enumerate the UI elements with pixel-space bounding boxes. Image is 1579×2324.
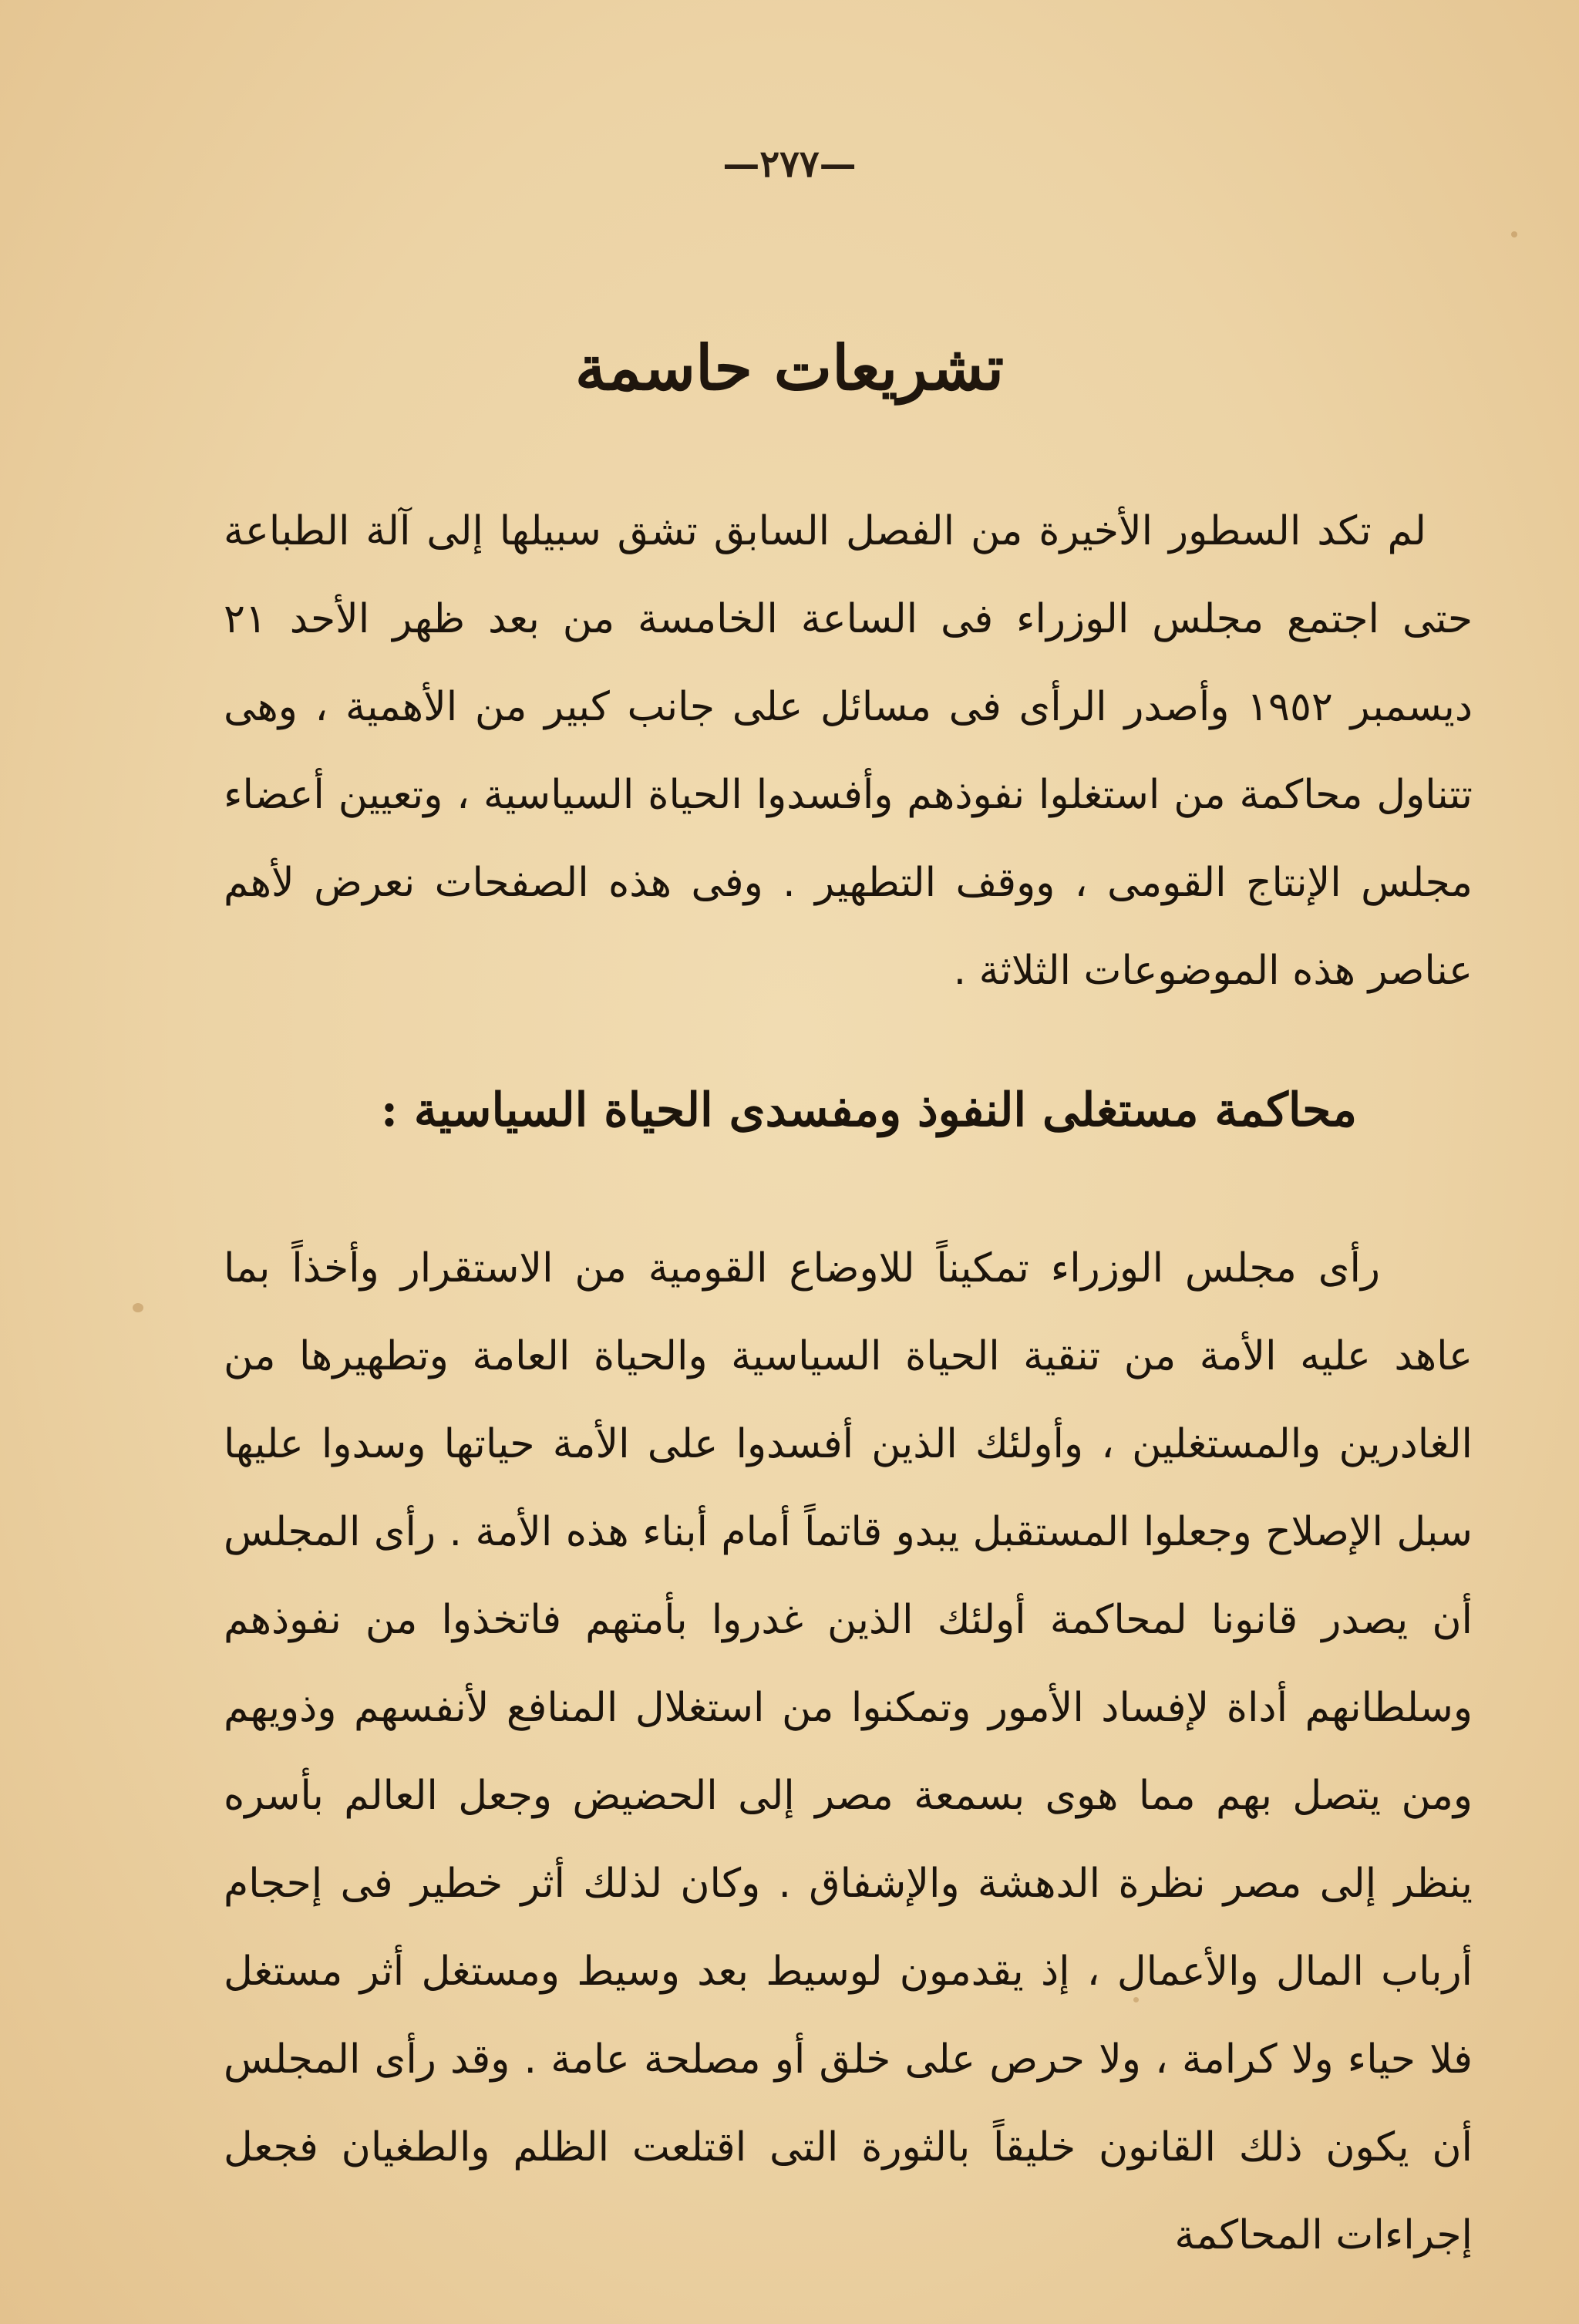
paper-spot: [133, 1303, 143, 1312]
page-number: —٢٧٧—: [722, 143, 857, 186]
section-heading: محاكمة مستغلى النفوذ ومفسدى الحياة السياسية :: [380, 1083, 1357, 1137]
section-paragraph: رأى مجلس الوزراء تمكيناً للاوضاع القومية من الاستقرار وأخذاً بما عاهد عليه الأمة من تنقية الحياة السياسية والحياة العامة وتطهيرها من الغادرين والمستغلين ، وأولئك الذين أفسدوا على الأمة حياتها وسدوا عليها سبل الإصلاح وجعلوا المستقبل يبدو قاتماً أمام أبناء هذه الأمة . رأى المجلس أن يصدر قانونا لمحاكمة أولئك الذين غدروا بأمتهم فاتخذوا من نفوذهم وسلطانهم أداة لإفساد الأمور وتمكنوا من استغلال المنافع لأنفسهم وذويهم ومن يتصل بهم مما هوى بسمعة مصر إلى الحضيض وجعل العالم بأسره ينظر إلى مصر نظرة الدهشة والإشفاق . وكان لذلك أثر خطير فى إحجام أرباب المال والأعمال ، إذ يقدمون لوسيط بعد وسيط ومستغل أثر مستغل فلا حياء ولا كرامة ، ولا حرص على خلق أو مصلحة عامة . وقد رأى المجلس أن يكون ذلك القانون خليقاً بالثورة التى اقتلعت الظلم والطغيان فجعل إجراءات المحاكمة: [224, 1245, 1473, 2258]
paper-spot: [1511, 231, 1517, 237]
intro-paragraph: لم تكد السطور الأخيرة من الفصل السابق تشق سبيلها إلى آلة الطباعة حتى اجتمع مجلس الوزراء فى الساعة الخامسة من بعد ظهر الأحد ٢١ ديسمبر ١٩٥٢ وأصدر الرأى فى مسائل على جانب كبير من الأهمية ، وهى تتناول محاكمة من استغلوا نفوذهم وأفسدوا الحياة السياسية ، وتعيين أعضاء مجلس الإنتاج القومى ، ووقف التطهير . وفى هذه الصفحات نعرض لأهم عناصر هذه الموضوعات الثلاثة .: [224, 508, 1473, 994]
page-title: تشريعات حاسمة: [574, 332, 1005, 404]
